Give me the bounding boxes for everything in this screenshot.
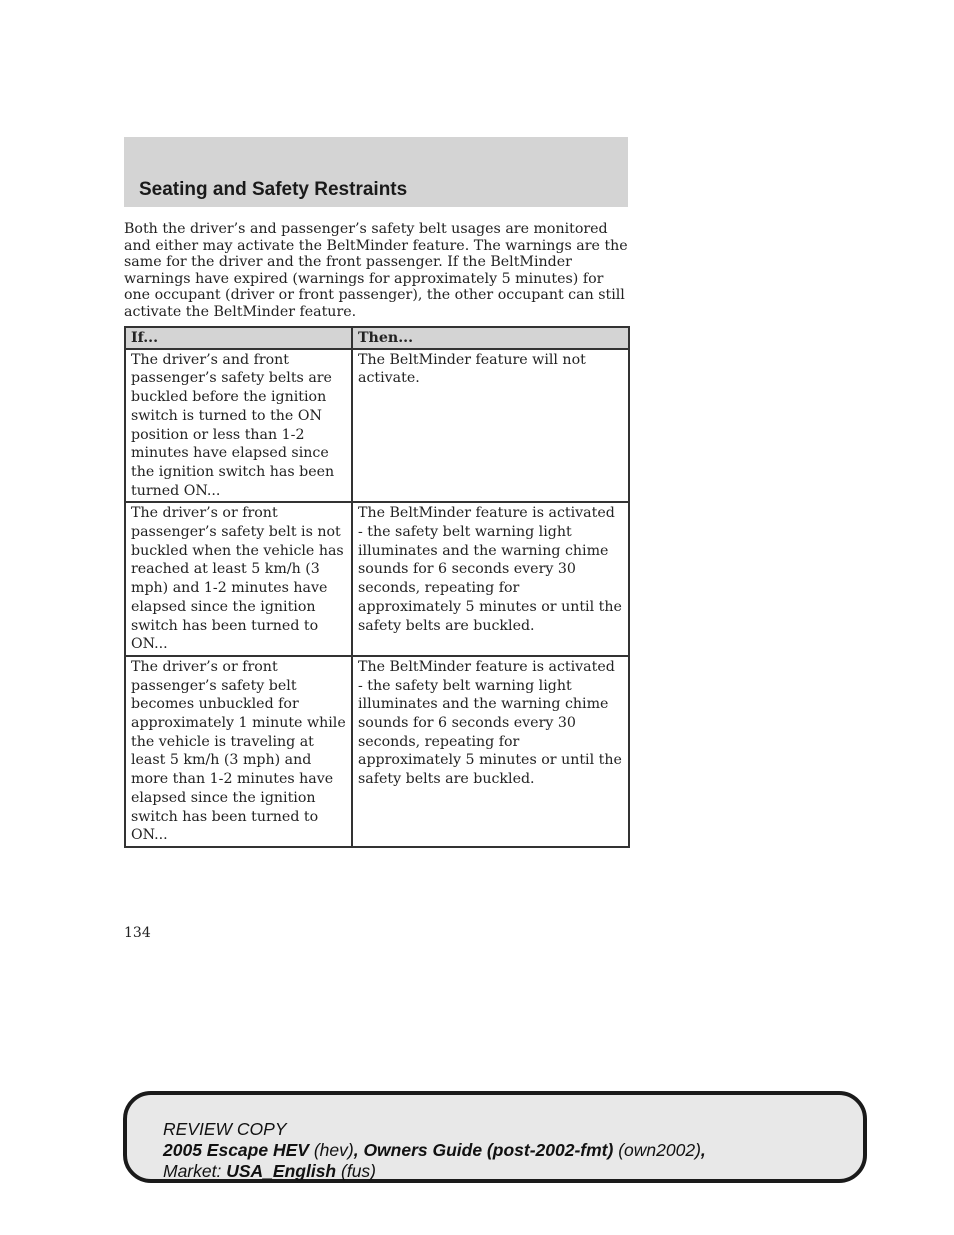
column-header-if: If... (125, 327, 352, 349)
table-header-row (125, 327, 629, 349)
review-copy-box (123, 1091, 867, 1183)
market-code: (fus) (341, 1161, 376, 1181)
market-name: USA_English (226, 1161, 337, 1181)
table-row (125, 656, 629, 847)
vehicle-code: (hev) (313, 1140, 354, 1160)
section-title: Seating and Safety Restraints (139, 179, 408, 200)
guide-code: (own2002) (618, 1140, 701, 1160)
page-number: 134 (124, 925, 151, 941)
table-row (125, 502, 629, 656)
cell-if: The driver’s or front passenger’s safety belt is not buckled when the vehicle has reached at least 5 km/h (3 mph) and 1-2 minutes have elapsed since the ignition switch has been turned to ON... (125, 502, 352, 656)
cell-then: The BeltMinder feature is activated - the safety belt warning light illuminates and the warning chime sounds for 6 seconds every 30 seconds, repeating for approximately 5 minutes or until the safety belts are buckled. (352, 656, 629, 847)
cell-if: The driver’s or front passenger’s safety belt becomes unbuckled for approximately 1 minute while the vehicle is traveling at least 5 km/h (3 mph) and more than 1-2 minutes have elapsed since the ignition switch has been turned to ON... (125, 656, 352, 847)
table-row (125, 349, 629, 503)
section-header-bar (124, 137, 628, 207)
review-copy-text (163, 1119, 706, 1182)
review-copy-line-market (163, 1161, 706, 1182)
review-copy-line-vehicle (163, 1140, 706, 1161)
guide-name: Owners Guide (post-2002-fmt) (363, 1140, 614, 1160)
cell-if: The driver’s and front passenger’s safety belts are buckled before the ignition switch is turned to the ON position or less than 1-2 minutes have elapsed since the ignition switch has been turned ON... (125, 349, 352, 503)
cell-then: The BeltMinder feature is activated - the safety belt warning light illuminates and the warning chime sounds for 6 seconds every 30 seconds, repeating for approximately 5 minutes or until the safety belts are buckled. (352, 502, 629, 656)
intro-paragraph: Both the driver’s and passenger’s safety belt usages are monitored and either may activate the BeltMinder feature. The warnings are the same for the driver and the front passenger. If the BeltMinder warnings have expired (warnings for approximately 5 minutes) for one occupant (driver or front passenger), the other occupant can still activate the BeltMinder feature. (124, 221, 628, 320)
market-label: Market: (163, 1161, 222, 1181)
separator: , (700, 1140, 706, 1160)
column-header-then: Then... (352, 327, 629, 349)
vehicle-name: 2005 Escape HEV (163, 1140, 309, 1160)
cell-then: The BeltMinder feature will not activate. (352, 349, 629, 503)
beltminder-table (124, 326, 630, 848)
review-copy-label: REVIEW COPY (163, 1119, 287, 1139)
separator: , (353, 1140, 359, 1160)
